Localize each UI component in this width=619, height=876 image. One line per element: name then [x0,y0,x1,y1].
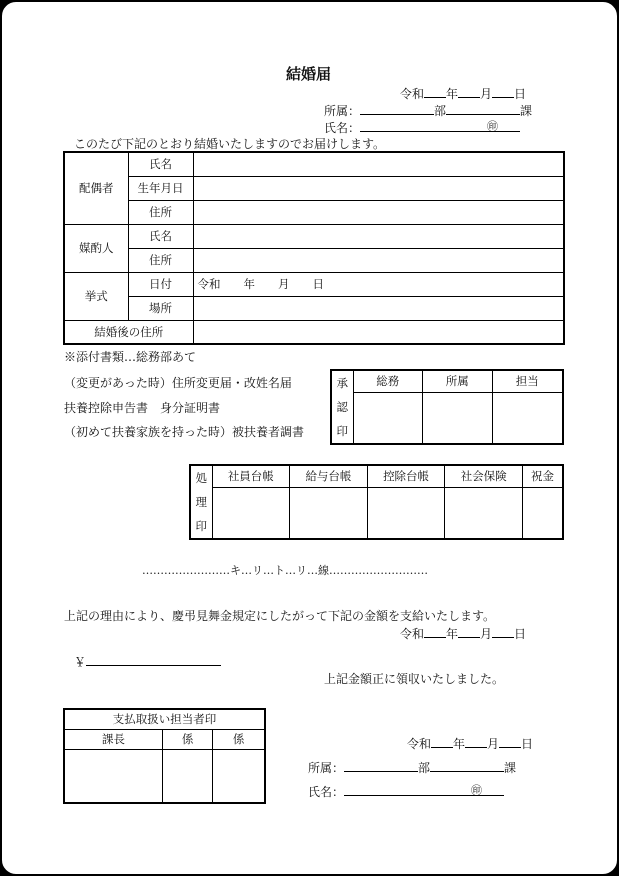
ceremony-date-value: 令和 年 月 日 [197,277,324,291]
attachments-head: ※添付書類…総務部あて [64,350,197,364]
payment-head-staff-1: 係 [162,729,212,749]
seal-mark: ㊞ [487,120,499,133]
receipt-text: 上記金額正に領収いたしました。 [324,672,505,686]
processing-head-insurance: 社会保険 [445,465,523,487]
payment-date-line: 令和 年 月 日 [400,627,527,641]
cut-line: ……………………キ…リ…ト…リ…線……………………… [142,564,428,577]
approval-seal-label: 承 認 印 [331,370,353,444]
after-address-field[interactable] [193,320,564,344]
processing-seal-label: 処 理 印 [190,465,212,539]
page-title: 結婚届 [286,65,332,83]
name-line: 氏名： ㊞ [324,119,520,136]
bottom-name-line: 氏名： ㊞ [308,783,504,800]
approval-head-general: 総務 [353,370,423,392]
bottom-affiliation-line: 所属： 部 課 [308,761,517,775]
payment-text: 上記の理由により、慶弔見舞金規定にしたがって下記の金額を支給いたします。 [64,609,496,623]
approval-head-staff: 担当 [492,370,563,392]
affiliation-line: 所属： 部 課 [324,104,533,118]
payment-handler-table [63,708,266,804]
spouse-name-label: 氏名 [128,152,193,176]
processing-stamp-employee[interactable] [212,487,290,539]
matchmaker-address-field[interactable] [193,248,564,272]
payment-head-manager: 課長 [64,729,162,749]
approval-stamp-dept[interactable] [423,392,493,444]
processing-head-gift: 祝金 [523,465,564,487]
spouse-birth-field[interactable] [193,176,564,200]
payment-stamp-staff-1[interactable] [162,749,212,803]
spouse-label: 配偶者 [64,152,128,224]
processing-stamp-salary[interactable] [290,487,368,539]
matchmaker-address-label: 住所 [128,248,193,272]
main-table [63,151,565,345]
processing-head-salary: 給与台帳 [290,465,368,487]
bottom-seal-mark: ㊞ [471,784,483,797]
ceremony-date-label: 日付 [128,272,193,296]
processing-stamp-deduction[interactable] [367,487,445,539]
matchmaker-name-field[interactable] [193,224,564,248]
matchmaker-name-label: 氏名 [128,224,193,248]
spouse-address-label: 住所 [128,200,193,224]
processing-head-employee: 社員台帳 [212,465,290,487]
payment-handler-head: 支払取扱い担当者印 [64,709,265,729]
ceremony-place-field[interactable] [193,296,564,320]
payment-head-staff-2: 係 [213,729,265,749]
payment-stamp-manager[interactable] [64,749,162,803]
spouse-address-field[interactable] [193,200,564,224]
approval-stamp-staff[interactable] [492,392,563,444]
amount-field[interactable] [74,653,221,670]
processing-head-deduction: 控除台帳 [367,465,445,487]
date-line: 令和 年 月 日 [400,87,527,101]
spouse-name-field[interactable] [193,152,564,176]
after-address-label: 結婚後の住所 [64,320,193,344]
attachments-line1: （変更があった時）住所変更届・改姓名届 [64,376,292,390]
yen-sign: ￥ [74,655,87,669]
processing-stamp-insurance[interactable] [445,487,523,539]
spouse-birth-label: 生年月日 [128,176,193,200]
attachments-line3: （初めて扶養家族を持った時）被扶養者調書 [64,425,305,439]
approval-table [330,369,564,445]
processing-stamp-gift[interactable] [523,487,564,539]
approval-head-dept: 所属 [423,370,493,392]
approval-stamp-general[interactable] [353,392,423,444]
matchmaker-label: 媒酌人 [64,224,128,272]
ceremony-label: 挙式 [64,272,128,320]
ceremony-date-field[interactable] [193,272,564,296]
bottom-date-line: 令和 年 月 日 [407,737,534,751]
ceremony-place-label: 場所 [128,296,193,320]
payment-stamp-staff-2[interactable] [213,749,265,803]
attachments-line2: 扶養控除申告書 身分証明書 [64,401,221,415]
processing-table [189,464,564,540]
intro-text: このたび下記のとおり結婚いたしますのでお届けします。 [74,137,386,151]
